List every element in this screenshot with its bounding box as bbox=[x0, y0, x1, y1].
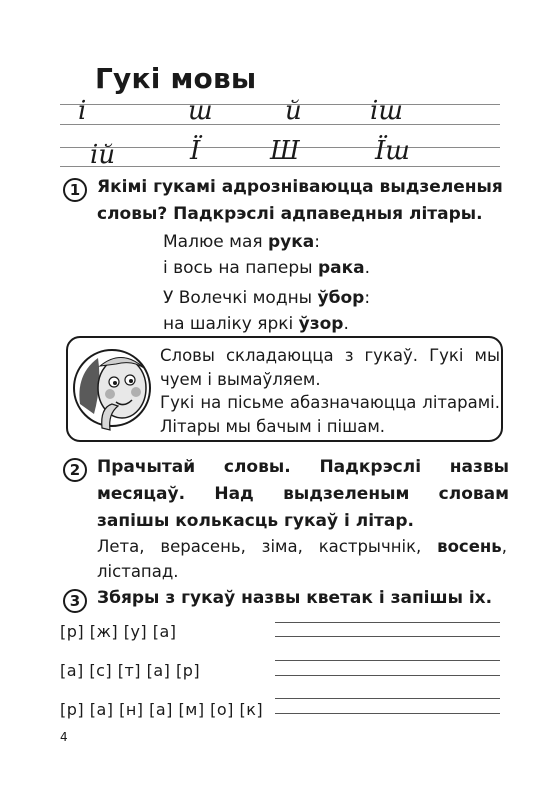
sound-sequence: [р] [ж] [у] [а] bbox=[60, 622, 177, 641]
task3-instruction: Збяры з гукаў назвы кветак і запішы іх. bbox=[97, 588, 493, 608]
highlighted-word: рака bbox=[317, 258, 365, 278]
script-letter: Їш bbox=[375, 136, 410, 166]
info-line: Гукі на пісьме абазначаюцца літарамі. Літары мы бачым і пішам. bbox=[160, 393, 500, 436]
sound-sequence: [а] [с] [т] [а] [р] bbox=[60, 661, 201, 680]
writing-line[interactable] bbox=[275, 636, 500, 637]
writing-line[interactable] bbox=[275, 713, 500, 714]
script-letter: ш bbox=[188, 96, 213, 126]
writing-line[interactable] bbox=[275, 622, 500, 623]
info-line: Словы складаюцца з гукаў. Гукі мы чуем і вымаўляем. bbox=[160, 346, 500, 389]
task-number-badge: 2 bbox=[63, 458, 87, 482]
writing-line[interactable] bbox=[275, 698, 500, 699]
task1-instruction: Якімі гукамі адрозніваюцца выдзеленыя словы? Падкрэслі адпаведныя літары. bbox=[97, 177, 503, 224]
poem-line: У Волечкі модны ўбор: bbox=[163, 288, 371, 308]
guide-line bbox=[60, 104, 500, 105]
writing-line[interactable] bbox=[275, 675, 500, 676]
poem-line: Малюе мая рука: bbox=[163, 232, 320, 252]
task2-words: Лета, верасень, зіма, кастрычнік, восень, лістапад. bbox=[97, 537, 507, 581]
boy-character-icon bbox=[72, 344, 154, 436]
guide-line bbox=[60, 166, 500, 167]
highlighted-word: ўбор bbox=[317, 288, 365, 308]
guide-line bbox=[60, 124, 500, 125]
sound-sequence: [р] [а] [н] [а] [м] [о] [к] bbox=[60, 700, 264, 719]
highlighted-word: ўзор bbox=[298, 314, 344, 334]
page-number: 4 bbox=[60, 730, 68, 744]
info-text bbox=[160, 344, 500, 438]
info-box bbox=[66, 336, 503, 442]
task-number-badge: 3 bbox=[63, 589, 87, 613]
script-letter: і bbox=[78, 96, 87, 126]
task-number-badge: 1 bbox=[63, 178, 87, 202]
page-title: Гукі мовы bbox=[95, 62, 257, 95]
poem-line: і вось на паперы рака. bbox=[163, 258, 371, 278]
highlighted-word: восень bbox=[437, 537, 502, 556]
script-letter: й bbox=[285, 96, 302, 126]
highlighted-word: рука bbox=[268, 232, 315, 252]
poem-line: на шаліку яркі ўзор. bbox=[163, 314, 349, 334]
script-letter: ій bbox=[90, 140, 116, 170]
writing-line[interactable] bbox=[275, 660, 500, 661]
script-letter: Ш bbox=[270, 136, 300, 166]
script-letter: іш bbox=[370, 96, 403, 126]
task2-instruction: Прачытай словы. Падкрэслі назвы месяцаў. Над выдзеленым словам запішы колькасць гукаў і літар. bbox=[97, 457, 509, 531]
script-letter: Ї bbox=[190, 136, 201, 166]
